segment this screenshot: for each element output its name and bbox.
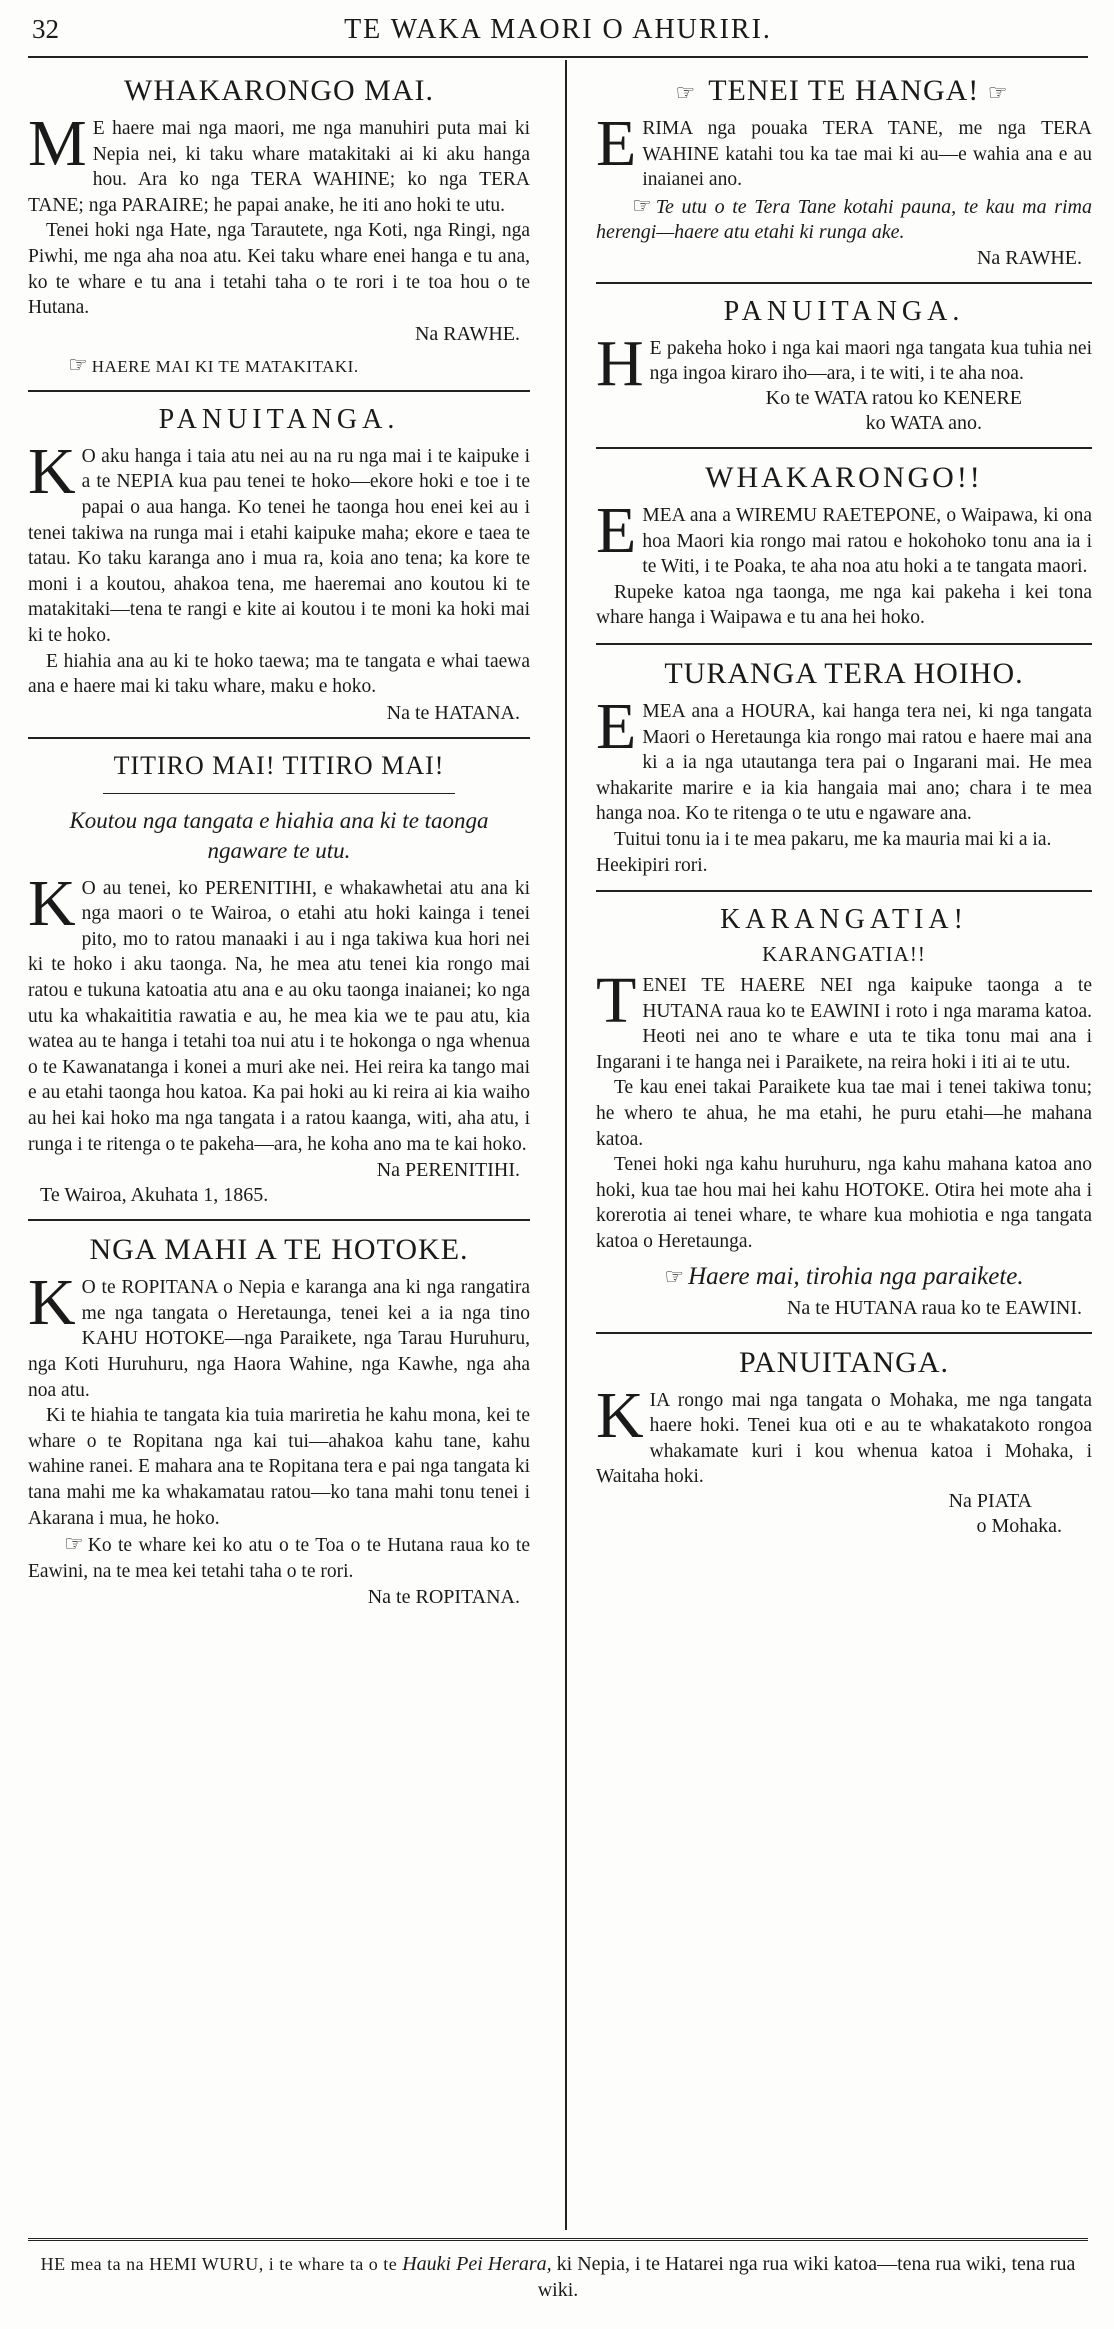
footer-text: ki Nepia, i te Hatarei nga rua wiki katoa—tena rua wiki, tena rua wiki. xyxy=(537,2253,1076,2301)
ad-title: PANUITANGA. xyxy=(739,1345,949,1379)
pointing-hand-icon: ☞ xyxy=(632,192,652,218)
ad-body: Tenei hoki nga kahu huruhuru, nga kahu mahana katoa ano hoki, kua tae hou mai hei kahu HOTOKE. Otira hei mote aha i korerotia ai tenei whare, te whare kua mohiotia e nga tangata katoa o Heretaunga. xyxy=(596,1154,1092,1253)
ad-body: O au tenei, ko PERENITIHI, e whakawhetai atu ana ki nga maori o te Wairoa, o etahi atu hoki kainga i tenei pito, mo to ratou manaaki i au i nga takiwa kua hori nei ki te hoko i aku taonga. Na, he mea atu tenei kia rongo mai ratou e tukuna katoatia atu ana e au oku taonga inaianei; ko nga utu ka whakaititia rawatia e au, he mea kia we te pau atu, kia watea au te hanga i tetahi toa nui atu i te hokonga o nga whenua o te Kawanatanga i konei a muri ake nei. Hei reira ka tango mai e au etahi taonga hou katoa. Ka pai hoki au ki reira ai kia waiho au hei kai hoko ma nga tangata i a ratou kaanga, witi, aha atu, i runga i te ritenga o te pakeha—ara, he koha ano ma te kai hoko. xyxy=(28,877,530,1155)
page-number: 32 xyxy=(32,14,59,44)
ad-body: Tenei hoki nga Hate, nga Tarautete, nga Koti, nga Ringi, nga Piwhi, me nga aha noa atu. Kei taku whare enei hanga e tu ana, ko te whare e tu ana i tetahi taha o te rori i te toa hou o te Hutana. xyxy=(28,220,530,319)
ad-signature: Na te HUTANA raua ko te EAWINI. xyxy=(786,1296,1082,1319)
pointing-hand-icon: ☞ xyxy=(987,80,1009,105)
ad-note: Te utu o te Tera Tane kotahi pauna, te kau ma rima herengi—haere atu etahi ki runga ake. xyxy=(596,195,1092,243)
ad-panuitanga-piata xyxy=(596,1346,1092,1538)
ad-body: Ko te whare kei ko atu o te Toa o te Hutana raua ko te Eawini, na te mea kei tetahi taha o te rori. xyxy=(28,1535,530,1582)
ad-whakarongo-mai xyxy=(28,74,530,378)
ad-signature: Na PERENITIHI. xyxy=(376,1159,520,1182)
ad-title: PANUITANGA. xyxy=(158,403,400,435)
pointing-hand-icon: ☞ xyxy=(675,80,697,105)
ad-karangatia xyxy=(596,904,1092,1320)
left-column xyxy=(28,70,530,2230)
pointing-hand-icon: ☞ xyxy=(664,1263,685,1289)
section-rule xyxy=(596,890,1092,892)
ad-note: Haere mai, tirohia nga paraikete. xyxy=(688,1262,1024,1290)
ad-turanga-tera-hoiho xyxy=(596,657,1092,878)
ad-body: Ki te hiahia te tangata kia tuia mariretia he kahu mona, kei te whare o te Ropitana nga kai tui—ahakoa kahu tane, kahu wahine ranei. E mahara ana te Ropitana tera e pai nga tangata ki tana mahi me ka whakamatau ratou—ko tana mahi tonu tenei i Akarana i mua, he hoko. xyxy=(28,1405,530,1529)
footer-italic: Hauki Pei Herara, xyxy=(402,2253,552,2275)
ad-titiro-mai xyxy=(28,751,530,1208)
ad-whakarongo-raetepone xyxy=(596,461,1092,631)
drop-cap: E xyxy=(596,107,637,180)
ad-tenei-te-hanga xyxy=(596,74,1092,270)
drop-cap: K xyxy=(28,1266,76,1340)
masthead: TE WAKA MAORI O AHURIRI. xyxy=(344,14,772,45)
ad-title: TENEI TE HANGA! xyxy=(708,74,980,107)
ad-signature: Heekipiri rori. xyxy=(596,854,708,876)
ad-subtitle: KARANGATIA!! xyxy=(762,942,926,967)
section-rule xyxy=(596,643,1092,645)
page-header xyxy=(28,10,1088,58)
ad-title: WHAKARONGO MAI. xyxy=(124,74,434,107)
ad-panuitanga-hatana xyxy=(28,404,530,725)
ad-nga-mahi xyxy=(28,1233,530,1609)
ad-title: NGA MAHI A TE HOTOKE. xyxy=(89,1233,469,1267)
ad-body: Tuitui tonu ia i te mea pakaru, me ka mauria mai ki a ia. xyxy=(614,828,1052,850)
ad-title: TITIRO MAI! TITIRO MAI! xyxy=(113,750,445,780)
footer-text: HE mea ta na HEMI WURU, i te whare ta o te xyxy=(40,2254,398,2274)
section-rule xyxy=(28,1219,530,1221)
section-rule xyxy=(28,390,530,392)
ad-title: TURANGA TERA HOIHO. xyxy=(664,656,1024,690)
ad-signature: Na te HATANA. xyxy=(386,701,520,724)
ad-body: MEA ana a WIREMU RAETEPONE, o Waipawa, ki ona hoa Maori kia rongo mai ratou e hokohoko tonu ana ia i te Witi, i te Poaka, te aha noa atu hoki a te tangata maori. xyxy=(642,504,1092,578)
ad-body: O te ROPITANA o Nepia e karanga ana ki nga rangatira me nga tangata o Heretaunga, tenei kei a ia nga tino KAHU HOTOKE—nga Paraikete, nga Tarau Huruhuru, nga Koti Huruhuru, nga Haora Wahine, nga Kawhe, nga aha noa atu. xyxy=(28,1277,530,1401)
section-rule xyxy=(28,737,530,739)
ad-body: Te kau enei takai Paraikete kua tae mai i tenei takiwa tonu; he whero te ahua, he ma etahi, he puru etahi—he mahana katoa. xyxy=(596,1077,1092,1150)
ad-body: ENEI TE HAERE NEI nga kaipuke taonga a te HUTANA raua ko te EAWINI i roto i nga marama katoa. Heoti nei ano te whare e uta te tika tonu mai ana i Ingarani i te hanga nei i Paraikete, na reira hoki i iti ai te utu. xyxy=(596,975,1092,1073)
title-rule xyxy=(103,793,454,794)
drop-cap: H xyxy=(596,326,644,400)
drop-cap: E xyxy=(596,689,637,763)
right-column xyxy=(596,70,1092,2230)
ad-body: IA rongo mai nga tangata o Mohaka, me nga tangata haere hoki. Tenei kua oti e au te whakatakoto rongoa whakamate kuri i kou whenua katoa i Mohaka, i Waitaha hoki. xyxy=(596,1389,1092,1488)
drop-cap: K xyxy=(28,434,76,508)
section-rule xyxy=(596,282,1092,284)
ad-body: O aku hanga i taia atu nei au na ru nga mai i te kaipuke i a te NEPIA kua pau tenei te hoko—ekore hoki e toe i te papai o aua hanga. Ko tenei he taonga hou enei kei au i tenei takiwa na runga mai i etahi kaipuke maha; ekore e taea te tatau. Ko taku karanga ano i mua ra, koia ano tena; ka kore te moni i a koutou, ahakoa tena, me haeremai ano koutou ki te matakitaki—tena te rangi e kite ai koutou i te moni ka hoki mai ki te hoko. xyxy=(28,445,530,646)
drop-cap: K xyxy=(28,866,76,940)
ad-signature: Na te ROPITANA. xyxy=(367,1586,520,1609)
drop-cap: K xyxy=(596,1378,644,1452)
ad-body: RIMA nga pouaka TERA TANE, me nga TERA WAHINE katahi tou ka tae mai ki au—e wahia ana e au inaianei ano. xyxy=(642,118,1092,191)
ad-signature: ko WATA ano. xyxy=(865,411,982,434)
ad-signature: Na PIATA xyxy=(948,1490,1032,1512)
ad-signature: Na RAWHE. xyxy=(976,246,1082,269)
printer-footer xyxy=(28,2238,1088,2303)
ad-body: MEA ana a HOURA, kai hanga tera nei, ki nga tangata Maori o Heretaunga kia rongo mai ratou e haere mai ana ki a ia nga utautanga tera pai o Ingarani mai. He mea whakarite marire e ia kia hangaia mai ano; chara i te mea hanga noa. Ko te ritenga o te utu e ngaware ana. xyxy=(596,700,1092,825)
ad-panuitanga-wata xyxy=(596,296,1092,435)
ad-lead: Koutou nga tangata e hiahia ana ki te taonga ngaware te utu. xyxy=(69,807,489,863)
ad-body: E hiahia ana au ki te hoko taewa; ma te tangata e whai taewa ana e haere mai ki taku whare, maku e hoko. xyxy=(28,650,530,698)
ad-body: E pakeha hoko i nga kai maori nga tangata kua tuhia nei nga ingoa kiraro iho—ara, i te witi, i te aha noa. xyxy=(649,337,1092,385)
ad-title: WHAKARONGO!! xyxy=(705,460,983,494)
column-divider xyxy=(565,60,567,2230)
drop-cap: E xyxy=(596,493,637,567)
pointing-hand-icon: ☞ xyxy=(68,351,88,377)
section-rule xyxy=(596,1332,1092,1334)
ad-date: Te Wairoa, Akuhata 1, 1865. xyxy=(40,1184,269,1207)
pointing-hand-icon: ☞ xyxy=(64,1531,84,1557)
ad-body: Rupeke katoa nga taonga, me nga kai pakeha i kei tona whare hanga i Waipawa e tu ana hei hoko. xyxy=(596,581,1092,629)
ad-signature: Ko te WATA ratou ko KENERE xyxy=(765,386,1022,409)
drop-cap: T xyxy=(596,964,637,1038)
ad-title: PANUITANGA. xyxy=(723,295,965,327)
drop-cap: M xyxy=(28,107,87,180)
ad-body: E haere mai nga maori, me nga manuhiri puta mai ki Nepia nei, ki taku whare matakitaki ai ki aku hanga hou. Ara ko nga TERA WAHINE; ko nga TERA TANE; nga PARAIRE; he papai anake, he iti ano hoki te utu. xyxy=(28,118,530,216)
ad-signature: Na RAWHE. xyxy=(414,322,520,345)
ad-place: o Mohaka. xyxy=(976,1515,1062,1537)
section-rule xyxy=(596,447,1092,449)
ad-note: HAERE MAI KI TE MATAKITAKI. xyxy=(91,356,359,376)
ad-title: KARANGATIA! xyxy=(720,904,968,936)
